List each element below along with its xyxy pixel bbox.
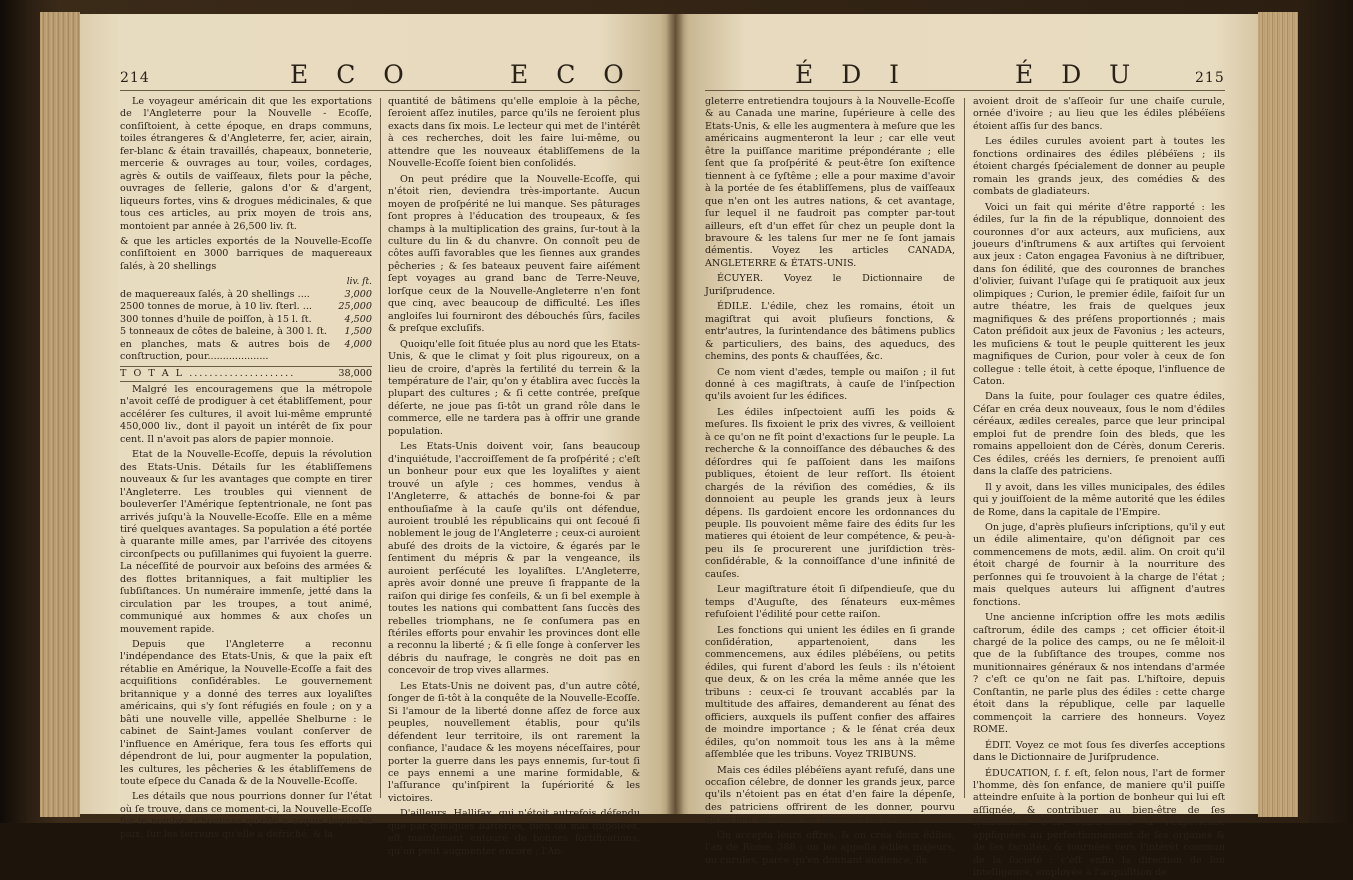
paragraph: Leur magiſtrature étoit ſi diſpendieuſe, que du temps d'Auguſte, des ſénateurs eux-mêmes refuſoient l'édilité pour cette raiſon. bbox=[705, 584, 955, 621]
table-row: de maquereaux ſalés, à 20 shellings .... 3,000 bbox=[120, 288, 372, 300]
right-running-head-2: É D U bbox=[1015, 60, 1141, 89]
table-row: 300 tonnes d'huile de poiſſon, à 15 l. ſt. 4,500 bbox=[120, 313, 372, 325]
book-gutter bbox=[666, 14, 684, 814]
table-row: 2500 tonnes de morue, à 10 liv. ſterl. ... 25,000 bbox=[120, 301, 372, 313]
paragraph: Les fonctions qui unient les édiles en ſi grande conſidération, appartenoient, dans les commencemens, aux édiles plébéïens, ou petits édiles, qui furent d'abord les ſeuls : ils n'étoient que deux, & on les créa la même année que les tribuns : ceux-ci ſe trouvant accablés par la multitude des affaires, demanderent au ſénat des officiers, auxquels ils puſſent confier des affaires de moindre importance ; & le ſénat créa deux édiles, qu'on nommoit tous les ans à la même aſſemblée que les tribuns. Voyez TRIBUNS. bbox=[705, 624, 955, 761]
paragraph: Les édiles inſpectoient auſſi les poids & meſures. Ils fixoient le prix des vivres, & veilloient à ce qu'on ne fît point d'exactions ſur le peuple. La recherche & la connoiſſance des débauches & des déſordres qui ſe paſſoient dans les maiſons publiques, étoient de leur reſſort. Ils étoient chargés de la réviſion des comédies, & ils donnoient au peuple les grands jeux à leurs dépens. Ils gardoient encore les ordonnances du peuple. Ils pouvoient même faire des édits ſur les matieres qui étoient de leur compétence, & peu-à-peu ils ſe procurerent une juriſdiction très-conſidérable, & la connoiſſance d'une infinité de cauſes. bbox=[705, 406, 955, 580]
paragraph: Depuis que l'Angleterre a reconnu l'indépendance des Etats-Unis, & que la paix eſt rétablie en Amérique, la Nouvelle-Ecoſſe a fait des acquiſitions conſidérables. Le gouvernement britannique y a donné des terres aux loyaliſtes américains, qui s'y ſont réfugiés en foule ; on y a bâti une nouvelle ville, appellée Shelburne : le cabinet de Saint-James voulant conſerver de l'influence en Amérique, fera tous ſes efforts qui dépendront de lui, pour augmenter la population, les cultures, les pêcheries & les établiſſemens de toute eſpece du Canada & de la Nouvelle-Ecoſſe. bbox=[120, 639, 372, 788]
paragraph: Dans la ſuite, pour ſoulager ces quatre édiles, Céſar en créa deux nouveaux, ſous le nom d'édiles céréaux, ædiles cereales, parce que leur principal emploi fut de prendre ſoin des bleds, que les romains appelloient don de Cérès, donum Cereris. Ces édiles, créés les derniers, ſe prenoient auſſi dans la claſſe des patriciens. bbox=[973, 391, 1225, 478]
left-page-number: 214 bbox=[120, 70, 150, 86]
paragraph: On peut prédire que la Nouvelle-Ecoſſe, qui n'étoit rien, deviendra très-importante. Aucun moyen de proſpérité ne lui manque. Ses pâturages ſont propres à l'éducation des troupeaux, & ſes champs à la multiplication des grains, ſur-tout à la culture du lin & du chanvre. On connoît peu de côtes auſſi favorables que les ſiennes aux grandes pêcheries ; & ſes bateaux peuvent faire aiſément ſept voyages au grand banc de Terre-Neuve, lorſque ceux de la Nouvelle-Angleterre n'en font que cinq, avec beaucoup de difficulté. Les iſles angloiſes lui fourniront des débouchés ſûrs, faciles & preſque excluſifs. bbox=[388, 173, 640, 335]
right-page-header bbox=[705, 60, 1225, 94]
left-page-edges bbox=[40, 12, 80, 817]
table-unit: liv. ſt. bbox=[346, 277, 372, 288]
paragraph: ÉDILE. L'édile, chez les romains, étoit un magiſtrat qui avoit pluſieurs fonctions, & entr'autres, la ſurintendance des bâtimens publics & particuliers, des bains, des aqueducs, des chemins, des ponts & chauſſées, &c. bbox=[705, 301, 955, 363]
left-column-1 bbox=[120, 96, 372, 840]
paragraph: Les Etats-Unis doivent voir, ſans beaucoup d'inquiétude, l'accroiſſement de ſa proſpérité ; c'eſt un bonheur pour eux que les loyaliſtes y aient trouvé un aſyle ; ces hommes, vendus à l'Angleterre, & attachés de bonne-foi & par enthouſiaſme à la cauſe qu'ils ont défendue, auroient troublé les républicains qui ont ſecoué ſi noblement le joug de l'Angleterre ; ceux-ci auroient abuſé des droits de la victoire, & égarés par le ſentiment du mépris & par la vengeance, ils auroient perſécuté les loyaliſtes. L'Angleterre, après avoir donné une preuve ſi frappante de la raiſon qui dirige ſes conſeils, & un ſi bel exemple à toutes les nations qui combattent ſans ſuccès des rebelles triomphans, ne ſe conſumera pas en ſtériles efforts pour envahir les provinces dont elle a reconnu la liberté ; & ſi elle ſonge à conſerver les débris du naufrage, le congrès ne doit pas en concevoir de trop vives allarmes. bbox=[388, 441, 640, 677]
right-column-2 bbox=[973, 96, 1225, 879]
paragraph: ÉCUYER. Voyez le Dictionnaire de Juriſprudence. bbox=[705, 273, 955, 297]
paragraph: ÉDIT. Voyez ce mot ſous ſes diverſes acceptions dans le Dictionnaire de Juriſprudence. bbox=[973, 739, 1225, 764]
paragraph: Les Etats-Unis ne doivent pas, d'un autre côté, ſonger de ſi-tôt à la conquête de la Nouvelle-Ecoſſe. Si l'amour de la liberté donne aſſez de force aux peuples, nouvellement établis, pour qu'ils défendent leur territoire, ils ont rarement la confiance, l'audace & les moyens néceſſaires, pour porter la guerre dans les pays ennemis, ſur-tout ſi ce pays ennemi a une marine formidable, & l'aſſurance qu'inſpirent la ſupériorité & les victoires. bbox=[388, 680, 640, 804]
paragraph: gleterre entretiendra toujours à la Nouvelle-Ecoſſe & au Canada une marine, ſupérieure à celle des Etats-Unis, & elle les augmentera à meſure que les américains augmenteront la leur ; car elle veut être la puiſſance maritime prépondérante ; elle ſent que ſa proſpérité & peut-être ſon exiſtence tiennent à ce ſyſtême ; elle a pour maxime d'avoir à la portée de ſes établiſſemens, plus de vaiſſeaux que n'en ont les autres nations, & cet avantage, ſur lequel il ne faudroit pas compter par-tout ailleurs, eſt d'un effet ſûr chez un peuple dont la bravoure & les talens ſur mer ne ſe ſont jamais démentis. Voyez les articles CANADA, ANGLETERRE & ÉTATS-UNIS. bbox=[705, 96, 955, 269]
left-page-header bbox=[120, 60, 640, 94]
header-rule bbox=[705, 90, 1225, 91]
column-separator bbox=[380, 98, 381, 798]
paragraph: Une ancienne inſcription offre les mots ædilis caſtrorum, édile des camps ; cet officier étoit-il chargé de la police des camps, ou ne ſe mêloit-il que de la ſubſiſtance des troupes, comme nos munitionnaires généraux & nos intendans d'armée ? c'eſt ce qu'on ne ſait pas. L'hiſtoire, depuis Conſtantin, ne parle plus des édiles : cette charge étoit dans la république, celle par laquelle commençoit la carriere des honneurs. Voyez ROME. bbox=[973, 612, 1225, 736]
right-column-1 bbox=[705, 96, 955, 866]
paragraph: Ce nom vient d'ædes, temple ou maiſon ; il fut donné à ces magiſtrats, à cauſe de l'inſpection qu'ils avoient ſur les édifices. bbox=[705, 366, 955, 403]
paragraph: Il y avoit, dans les villes municipales, des édiles qui y jouiſſoient de la même autorité que les édiles de Rome, dans la capitale de l'Empire. bbox=[973, 481, 1225, 518]
table-total: T O T A L ..................... 38,000 bbox=[120, 366, 372, 382]
right-page bbox=[675, 14, 1258, 879]
right-page-number: 215 bbox=[1195, 70, 1225, 86]
paragraph: Quoiqu'elle ſoit ſituée plus au nord que les Etats-Unis, & que le climat y ſoit plus rigoureux, on a lieu de croire, d'après la fertilité du terrein & la température de l'air, qu'on y établira avec ſuccès la plupart des cultures ; & ſi cette contrée, preſque déſerte, ne joue pas ſi-tôt un grand rôle dans le commerce, elle ne tardera pas à offrir une grande population. bbox=[388, 338, 640, 437]
table-row: en planches, mats & autres bois de conſtruction, pour.................... 4,000 bbox=[120, 338, 372, 363]
left-column-2 bbox=[388, 96, 640, 857]
column-separator bbox=[964, 98, 965, 798]
paragraph: On juge, d'après pluſieurs inſcriptions, qu'il y eut un édile alimentaire, qu'on déſignoit par ces commencemens de mots, ædil. alim. On croit qu'il étoit chargé de fournir à la nourriture des perſonnes qui ſe trouvoient à la charge de l'état ; mais quelques auteurs lui aſſignent d'autres fonctions. bbox=[973, 521, 1225, 608]
paragraph: Voici un fait qui mérite d'être rapporté : les édiles, ſur la fin de la république, donnoient des couronnes d'or aux acteurs, aux muſiciens, aux joueurs d'inſtrumens & aux artiſtes qui ſervoient aux jeux : Caton engagea Favonius à ne diſtribuer, dans ſon édilité, que des couronnes de branches d'olivier, ſuivant l'uſage qui ſe pratiquoit aux jeux olimpiques ; Curion, le premier édile, faiſoit ſur un autre théatre, les frais de quelques jeux magnifiques & des préſens proportionnés ; mais Caton préſidoit aux jeux de Favonius ; les acteurs, les muſiciens & tout le peuple quitterent les jeux magnifiques de Curion, pour voler à ceux de ſon collegue : telle étoit, à cette époque, l'influence de Caton. bbox=[973, 201, 1225, 387]
paragraph: D'ailleurs, Hallifax, qui n'étoit autrefois défendu que par quelques batteries, bien ou mal diſpoſées, eſt maintenant entouré de bonnes fortifications, qu'on peut augmenter encore ; l'An- bbox=[388, 808, 640, 857]
right-page-edges bbox=[1258, 12, 1298, 817]
paragraph: Malgré les encouragemens que la métropole n'avoit ceſſé de prodiguer à cet établiſſement, pour accélérer ſes cultures, il avoit lui-même emprunté 450,000 liv., dont il payoit un intérêt de ſix pour cent. Il n'avoit pas alors de papier monnoie. bbox=[120, 383, 372, 445]
paragraph: Les édiles curules avoient part à toutes les fonctions ordinaires des édiles plébéïens ; ils étoient chargés ſpécialement de donner au peuple romain les grands jeux, des comédies & des combats de gladiateurs. bbox=[973, 136, 1225, 198]
paragraph: quantité de bâtimens qu'elle emploie à la pêche, ſeroient aſſez inutiles, parce qu'ils ne ſeroient plus exacts dans ſix mois. Le lecteur qui met de l'intérêt à ces recherches, doit les faire lui-même, ou attendre que les nouveaux établiſſemens de la Nouvelle-Ecoſſe ſoient bien conſolidés. bbox=[388, 96, 640, 170]
table-row: 5 tonneaux de côtes de baleine, à 300 l. ſt. 1,500 bbox=[120, 326, 372, 338]
paragraph: On accepta leurs offres, & on créa deux édiles, l'an de Rome, 388 ; on les appella édiles majeurs, ou curules, parce qu'en donnant audience, ils bbox=[705, 829, 955, 866]
paragraph: avoient droit de s'aſſeoir ſur une chaiſe curule, ornée d'ivoire ; au lieu que les édiles plébéïens étoient aſſis ſur des bancs. bbox=[973, 96, 1225, 132]
exports-table bbox=[120, 276, 372, 382]
paragraph: Le voyageur américain dit que les exportations de l'Angleterre pour la Nouvelle - Ecoſſe, conſiſtoient, à cette époque, en draps communs, toiles étrangeres & d'Angleterre, fer, acier, airain, fer-blanc & étain travaillés, chapeaux, bonneterie, mercerie & ouvrages au tour, voiles, cordages, agrès & outils de vaiſſeaux, filets pour la pêche, ouvrages de ſellerie, galons d'or & d'argent, liqueurs fortes, vins & drogues médicinales, & que tous ces articles, au prix moyen de trois ans, montoient par année à 26,500 liv. ſt. bbox=[120, 96, 372, 232]
left-page bbox=[80, 14, 675, 857]
left-running-head: E C O bbox=[290, 60, 414, 89]
header-rule bbox=[120, 90, 640, 91]
right-running-head: É D I bbox=[795, 60, 910, 89]
paragraph: & que les articles exportés de la Nouvelle-Ecoſſe conſiſtoient en 3000 barriques de maquereaux ſalés, à 20 shellings bbox=[120, 235, 372, 272]
paragraph: Etat de la Nouvelle-Ecoſſe, depuis la révolution des Etats-Unis. Détails ſur les établiſſemens nouveaux & ſur les avantages que compte en tirer l'Angleterre. Les troubles qui viennent de bouleverſer l'Amérique ſeptentrionale, ne ſont pas arrivés juſqu'à la Nouvelle-Ecoſſe. Elle en a même tiré quelques avantages. Sa population a été portée à quarante mille ames, par l'arrivée des citoyens circonſpects ou puſillanimes qui fuyoient la guerre. La néceſſité de pourvoir aux beſoins des armées & des flottes britanniques, a fait multiplier les ſubſiſtances. Un numéraire immenſe, jetté dans la circulation par les troupes, a tout animé, communiqué aux hommes & aux choſes un mouvement rapide. bbox=[120, 449, 372, 635]
paragraph: Mais ces édiles plébéïens ayant refuſé, dans une occaſion célebre, de donner les grands jeux, parce qu'ils n'étoient pas en état d'en faire la dépenſe, des patriciens offrirent de les donner, pourvu qu'on leur accordât les honneurs de l'édilité. bbox=[705, 764, 955, 826]
left-running-head-2: E C O bbox=[510, 60, 634, 89]
paragraph: Les détails que nous pourrions donner ſur l'état où ſe trouve, dans ce moment-ci, la Nouvelle-Ecoſſe ſur le nombre d'hommes qu'elle a acquis depuis la paix, ſur les terreins qu'elle a défriché, & la bbox=[120, 791, 372, 840]
paragraph: ÉDUCATION, ſ. f. eſt, ſelon nous, l'art de former l'homme, dès ſon enfance, de maniere qu'il puiſſe atteindre enſuite à la portion de bonheur qui lui eſt aſſignée, & contribuer au bien-être de ſes ſemblables. C'eſt l'inſtruction & l'expérience appliquées au perfectionnement de ſes organes & de ſes facultés, & tournées vers l'intérêt commun de la ſociété : c'eſt enfin la direction de ſon intelligence, employée à l'acquiſition de bbox=[973, 767, 1225, 879]
